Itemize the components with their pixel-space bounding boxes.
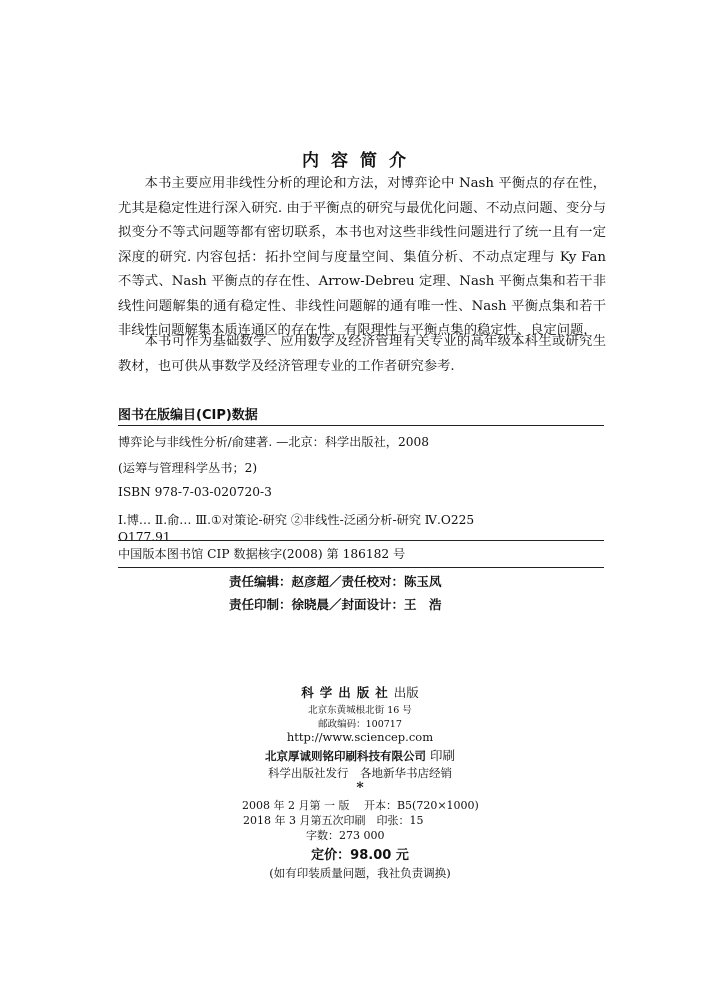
- cip-heading: 图书在版编目(CIP)数据: [118, 408, 258, 423]
- printing-line: 2018 年 3 月第五次印刷 印张：15: [243, 814, 424, 827]
- cip-classification-cont: [118, 522, 604, 544]
- publisher-address: 北京东黄城根北街 16 号: [308, 705, 412, 716]
- separator-star: *: [356, 780, 364, 796]
- publisher-postcode: 邮政编码：100717: [318, 719, 402, 730]
- printer-line: [0, 746, 720, 764]
- publisher-line: [0, 683, 720, 701]
- credits-production: 责任印制：徐晓晨／封面设计：王 浩: [229, 597, 442, 612]
- page-title: 内容简介: [302, 151, 418, 171]
- cip-title-line: 博弈论与非线性分析/俞建著. —北京：科学出版社，2008: [118, 435, 429, 449]
- edition-line: 2008 年 2 月第 一 版 开本：B5(720×1000): [242, 799, 479, 812]
- cip-classification: Ⅰ.博… Ⅱ.俞… Ⅲ.①对策论-研究 ②非线性-泛函分析-研究 Ⅳ.O225: [118, 513, 475, 527]
- cip-bottom-rule: [118, 567, 604, 568]
- publisher-suffix: 出版: [393, 685, 419, 700]
- printer-name: 北京厚诚则铭印刷科技有限公司: [265, 749, 426, 763]
- printer-suffix: 印刷: [429, 748, 455, 763]
- price-line: 定价：98.00 元: [311, 848, 409, 863]
- intro-paragraph-2: 本书可作为基础数学、应用数学及经济管理有关专业的高年级本科生或研究生教材，也可供从事数学及经济管理专业的工作者研究参考.: [118, 334, 606, 374]
- cip-top-rule: [118, 425, 604, 426]
- wordcount-line: 字数：273 000: [306, 829, 385, 842]
- distribution-line: 科学出版社发行 各地新华书店经销: [268, 766, 452, 780]
- cip-mid-rule: [118, 540, 604, 541]
- cip-series-line: (运筹与管理科学丛书；2): [118, 461, 258, 475]
- credits-editors: 责任编辑：赵彦超／责任校对：陈玉凤: [229, 574, 442, 589]
- cip-isbn: ISBN 978-7-03-020720-3: [118, 485, 272, 499]
- cip-classification-2: O177.91: [118, 530, 171, 544]
- intro-paragraph-1: 本书主要应用非线性分析的理论和方法，对博弈论中 Nash 平衡点的存在性，尤其是稳定性进行深入研究. 由于平衡点的研究与最优化问题、不动点问题、变分与拟变分不等式问题等都有密切联系，本书也对这些非线性问题进行了统一且有一定深度的研究. 内容包括：拓扑空间与度量空间、集值分析、不动点定理与 Ky Fan 不等式、Nash 平衡点的存在性、Arrow-Debreu 定理、Nash 平衡点集和若干非线性问题解集的通有稳定性、非线性问题解的通有唯一性、Nash 平衡点集和若干非线性问题解集本质连通区的存在性、有限理性与平衡点集的稳定性、良定问题.: [118, 176, 606, 338]
- publisher-name: 科学出版社: [301, 685, 394, 700]
- publisher-url: http://www.sciencep.com: [286, 730, 434, 744]
- cip-verification: 中国版本图书馆 CIP 数据核字(2008) 第 186182 号: [118, 547, 406, 561]
- quality-notice: (如有印装质量问题，我社负责调换): [269, 866, 451, 880]
